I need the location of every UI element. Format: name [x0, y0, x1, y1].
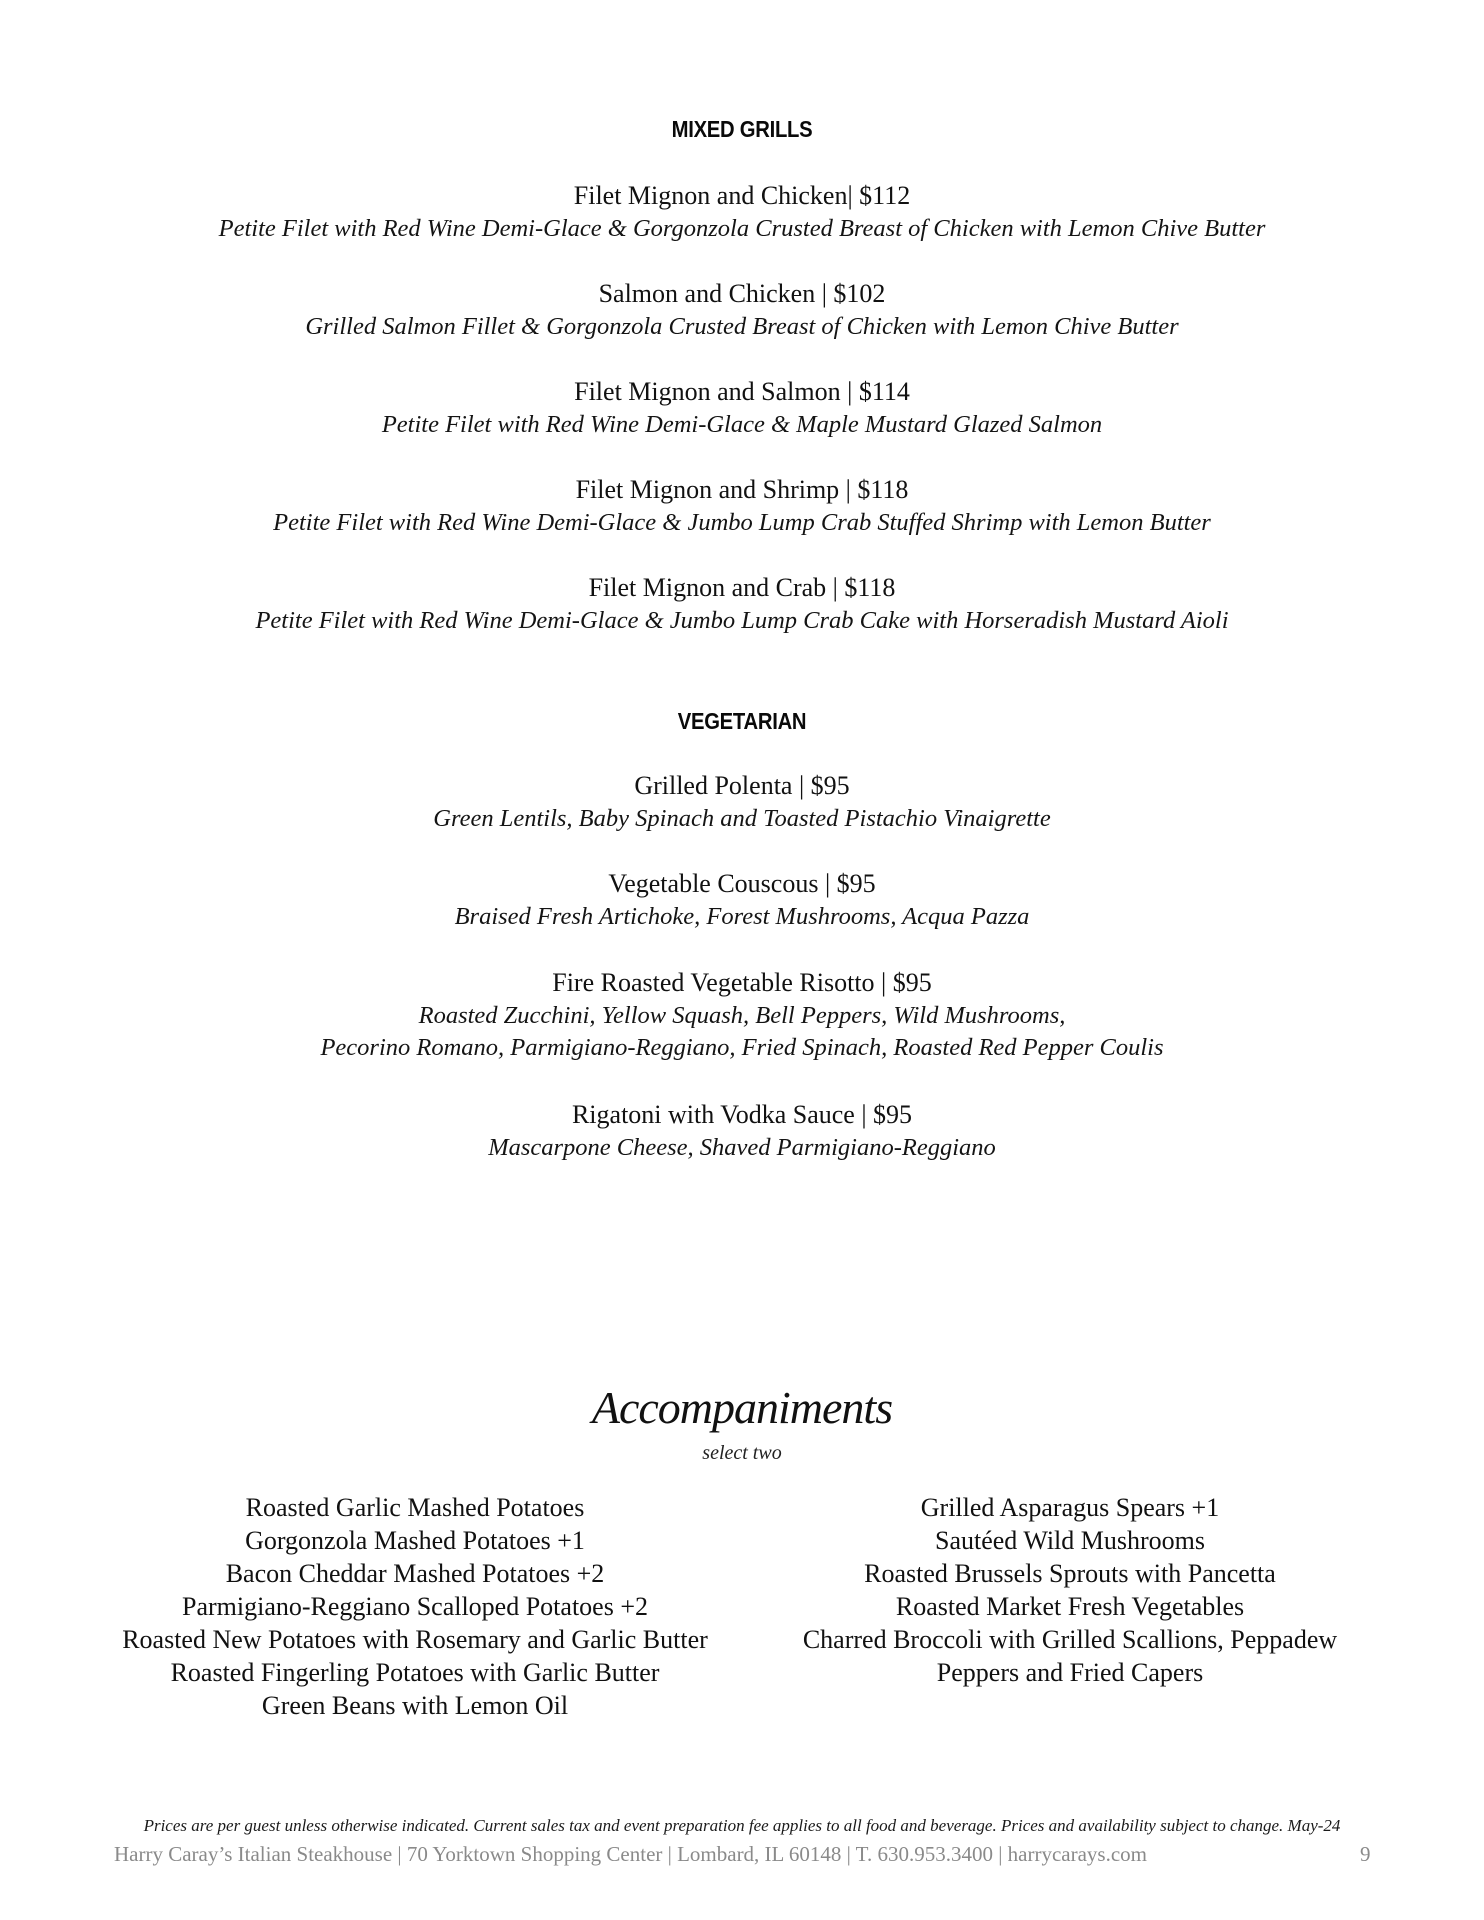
footer-pricing-note: Prices are per guest unless otherwise indicated. Current sales tax and event preparation fee applies to all food and beverage. Prices and availability subject to change. May-24 — [143, 1816, 1341, 1835]
item-description: Roasted Zucchini, Yellow Squash, Bell Peppers, Wild Mushrooms, — [418, 1002, 1066, 1029]
item-description: Mascarpone Cheese, Shaved Parmigiano-Reggiano — [488, 1134, 996, 1161]
item-description: Grilled Salmon Fillet & Gorgonzola Crusted Breast of Chicken with Lemon Chive Butter — [305, 313, 1179, 340]
menu-item-filet-chicken — [0, 179, 1484, 245]
item-description: Petite Filet with Red Wine Demi-Glace & Gorgonzola Crusted Breast of Chicken with Lemon Chive Butter — [218, 215, 1266, 242]
accompaniments-right-column — [770, 1491, 1370, 1689]
menu-item-salmon-chicken — [0, 277, 1484, 343]
item-name: Filet Mignon and Shrimp | $118 — [575, 475, 909, 504]
accompaniment-item: Grilled Asparagus Spears +1 — [920, 1493, 1220, 1522]
item-description-line-2: Pecorino Romano, Parmigiano-Reggiano, Fried Spinach, Roasted Red Pepper Coulis — [320, 1034, 1164, 1061]
section-heading-vegetarian: VEGETARIAN — [677, 708, 807, 734]
accompaniments-title: Accompaniments — [591, 1382, 893, 1433]
item-name: Filet Mignon and Salmon | $114 — [574, 377, 910, 406]
item-description: Petite Filet with Red Wine Demi-Glace & Jumbo Lump Crab Cake with Horseradish Mustard Aioli — [255, 607, 1229, 634]
item-description: Braised Fresh Artichoke, Forest Mushrooms, Acqua Pazza — [454, 903, 1030, 930]
item-description: Green Lentils, Baby Spinach and Toasted Pistachio Vinaigrette — [433, 805, 1051, 832]
menu-item-rigatoni-vodka — [0, 1098, 1484, 1164]
item-description: Petite Filet with Red Wine Demi-Glace & Maple Mustard Glazed Salmon — [381, 411, 1103, 438]
section-heading-mixed-grills: MIXED GRILLS — [671, 116, 813, 142]
menu-item-vegetable-couscous — [0, 867, 1484, 933]
item-name: Salmon and Chicken | $102 — [598, 279, 886, 308]
menu-item-vegetable-risotto — [0, 966, 1484, 1064]
item-name: Fire Roasted Vegetable Risotto | $95 — [552, 968, 932, 997]
accompaniment-item: Bacon Cheddar Mashed Potatoes +2 — [225, 1559, 605, 1588]
accompaniment-item: Roasted Brussels Sprouts with Pancetta — [864, 1559, 1276, 1588]
item-name: Filet Mignon and Crab | $118 — [588, 573, 896, 602]
menu-item-filet-shrimp — [0, 473, 1484, 539]
item-description: Petite Filet with Red Wine Demi-Glace & Jumbo Lump Crab Stuffed Shrimp with Lemon Butter — [273, 509, 1211, 536]
accompaniment-item: Gorgonzola Mashed Potatoes +1 — [245, 1526, 585, 1555]
accompaniment-item: Roasted Fingerling Potatoes with Garlic Butter — [170, 1658, 660, 1687]
item-name: Vegetable Couscous | $95 — [608, 869, 876, 898]
accompaniment-item: Roasted New Potatoes with Rosemary and Garlic Butter — [122, 1625, 708, 1654]
item-name: Rigatoni with Vodka Sauce | $95 — [571, 1100, 913, 1129]
menu-item-grilled-polenta — [0, 769, 1484, 835]
item-name: Grilled Polenta | $95 — [634, 771, 850, 800]
accompaniment-item: Roasted Garlic Mashed Potatoes — [245, 1493, 585, 1522]
accompaniments-left-column — [90, 1491, 740, 1722]
accompaniments-subtitle: select two — [702, 1442, 782, 1464]
accompaniment-item: Roasted Market Fresh Vegetables — [895, 1592, 1245, 1621]
footer-address: Harry Caray’s Italian Steakhouse | 70 Yorktown Shopping Center | Lombard, IL 60148 | T. 630.953.3400 | harrycarays.com — [114, 1842, 1147, 1866]
page-number: 9 — [1360, 1842, 1371, 1866]
accompaniment-item: Sautéed Wild Mushrooms — [934, 1526, 1206, 1555]
item-name: Filet Mignon and Chicken| $112 — [573, 181, 911, 210]
menu-item-filet-salmon — [0, 375, 1484, 441]
menu-item-filet-crab — [0, 571, 1484, 637]
accompaniment-item: Charred Broccoli with Grilled Scallions, Peppadew — [802, 1625, 1338, 1654]
accompaniment-item: Green Beans with Lemon Oil — [261, 1691, 569, 1720]
accompaniment-item: Peppers and Fried Capers — [936, 1658, 1204, 1687]
accompaniment-item: Parmigiano-Reggiano Scalloped Potatoes +2 — [182, 1592, 648, 1621]
